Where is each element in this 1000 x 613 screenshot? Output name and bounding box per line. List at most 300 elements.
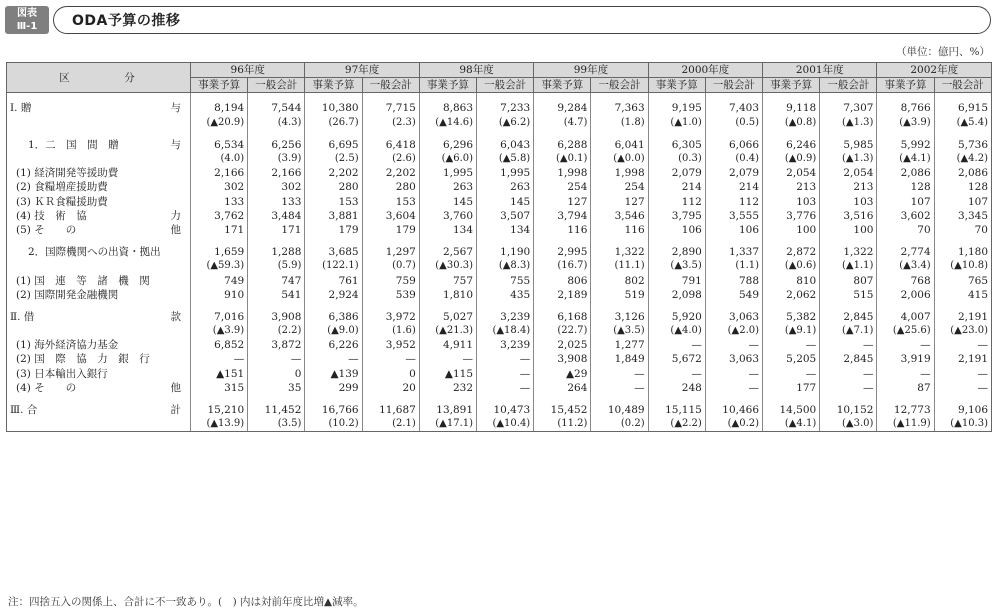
spacer-cell xyxy=(763,237,820,245)
spacer-cell xyxy=(820,93,877,102)
value-cell: — xyxy=(648,367,705,381)
table-row xyxy=(7,338,992,352)
spacer-cell xyxy=(934,130,991,138)
value-cell: 10,473 xyxy=(477,403,534,417)
spacer-cell xyxy=(877,93,934,102)
row-label xyxy=(7,310,191,324)
sub-header: 一般会計 xyxy=(248,78,305,93)
percent-cell: (1.6) xyxy=(362,324,419,338)
value-cell: 171 xyxy=(191,223,248,237)
value-cell: 3,908 xyxy=(248,310,305,324)
badge-line2: Ⅲ-1 xyxy=(16,21,38,32)
percent-cell: (16.7) xyxy=(534,259,591,273)
spacer-cell xyxy=(248,395,305,403)
percent-cell: (▲13.9) xyxy=(191,417,248,432)
table-row xyxy=(7,381,992,395)
value-cell: 7,307 xyxy=(820,101,877,115)
value-cell: — xyxy=(705,338,762,352)
value-cell: 179 xyxy=(305,223,362,237)
value-cell: 134 xyxy=(419,223,476,237)
title-box xyxy=(53,6,991,34)
value-cell: 2,202 xyxy=(362,166,419,180)
value-cell: 16,766 xyxy=(305,403,362,417)
value-cell: 8,766 xyxy=(877,101,934,115)
row-label-left: 2．国際機関への出資・拠出 xyxy=(28,246,161,259)
value-cell: 6,168 xyxy=(534,310,591,324)
value-cell: 145 xyxy=(477,195,534,209)
spacer-cell xyxy=(419,395,476,403)
value-cell: 1,337 xyxy=(705,245,762,259)
spacer-cell xyxy=(248,93,305,102)
percent-cell: (▲25.6) xyxy=(877,324,934,338)
value-cell: 302 xyxy=(248,180,305,194)
value-cell: 5,382 xyxy=(763,310,820,324)
row-label-left: Ⅲ. 合 xyxy=(10,404,38,417)
sub-header: 一般会計 xyxy=(591,78,648,93)
value-cell: 2,774 xyxy=(877,245,934,259)
percent-row xyxy=(7,324,992,338)
kubun-header: 区 分 xyxy=(7,63,191,93)
value-cell: 1,322 xyxy=(820,245,877,259)
value-cell: 7,403 xyxy=(705,101,762,115)
percent-cell: (▲23.0) xyxy=(934,324,991,338)
value-cell: 254 xyxy=(534,180,591,194)
percent-cell: (▲21.3) xyxy=(419,324,476,338)
spacer-cell xyxy=(705,395,762,403)
row-label-left: (4) そ の xyxy=(16,381,77,394)
value-cell: 2,189 xyxy=(534,288,591,302)
percent-cell: (▲9.1) xyxy=(763,324,820,338)
spacer-cell xyxy=(877,130,934,138)
spacer-cell xyxy=(477,130,534,138)
table-row xyxy=(7,101,992,115)
percent-cell: (3.9) xyxy=(248,152,305,166)
value-cell: 1,190 xyxy=(477,245,534,259)
value-cell: 4,911 xyxy=(419,338,476,352)
value-cell: 2,845 xyxy=(820,352,877,366)
row-label xyxy=(7,288,191,302)
spacer-cell xyxy=(934,237,991,245)
value-cell: 299 xyxy=(305,381,362,395)
header-bar xyxy=(5,6,991,34)
spacer-cell xyxy=(419,93,476,102)
sub-header: 一般会計 xyxy=(362,78,419,93)
percent-cell: (5.9) xyxy=(248,259,305,273)
percent-cell: (▲1.3) xyxy=(820,116,877,130)
value-cell: 214 xyxy=(705,180,762,194)
row-label-right: 他 xyxy=(170,223,181,236)
value-cell: 213 xyxy=(820,180,877,194)
value-cell: 103 xyxy=(763,195,820,209)
percent-cell: (▲0.6) xyxy=(763,259,820,273)
value-cell: 134 xyxy=(477,223,534,237)
percent-cell: (▲1.3) xyxy=(820,152,877,166)
value-cell: 177 xyxy=(763,381,820,395)
value-cell: 1,277 xyxy=(591,338,648,352)
percent-cell: (0.2) xyxy=(591,417,648,432)
spacer-cell xyxy=(591,130,648,138)
row-label xyxy=(7,138,191,152)
spacer-cell xyxy=(648,302,705,310)
value-cell: 1,288 xyxy=(248,245,305,259)
percent-cell: (4.3) xyxy=(248,116,305,130)
spacer-cell xyxy=(820,395,877,403)
percent-cell: (▲18.4) xyxy=(477,324,534,338)
value-cell: 12,773 xyxy=(877,403,934,417)
percent-cell: (22.7) xyxy=(534,324,591,338)
table-row xyxy=(7,166,992,180)
percent-cell: (▲11.9) xyxy=(877,417,934,432)
value-cell: — xyxy=(591,381,648,395)
sub-header: 事業予算 xyxy=(648,78,705,93)
value-cell: ▲139 xyxy=(305,367,362,381)
value-cell: 1,297 xyxy=(362,245,419,259)
value-cell: 3,952 xyxy=(362,338,419,352)
value-cell: — xyxy=(362,352,419,366)
spacer-cell xyxy=(191,302,248,310)
percent-row xyxy=(7,259,992,273)
value-cell: — xyxy=(820,381,877,395)
row-label-left: (3) ＫＲ食糧援助費 xyxy=(16,195,108,208)
percent-row xyxy=(7,152,992,166)
value-cell: — xyxy=(877,338,934,352)
percent-cell: (▲3.5) xyxy=(591,324,648,338)
year-header: 2002年度 xyxy=(877,63,992,78)
value-cell: 2,166 xyxy=(191,166,248,180)
spacer-row xyxy=(7,130,992,138)
value-cell: 1,998 xyxy=(534,166,591,180)
table-row xyxy=(7,310,992,324)
value-cell: 0 xyxy=(248,367,305,381)
spacer-cell xyxy=(648,130,705,138)
value-cell: 133 xyxy=(248,195,305,209)
percent-cell: (▲4.1) xyxy=(877,152,934,166)
value-cell: 3,919 xyxy=(877,352,934,366)
value-cell: 415 xyxy=(934,288,991,302)
value-cell: 539 xyxy=(362,288,419,302)
value-cell: — xyxy=(763,367,820,381)
spacer-row xyxy=(7,302,992,310)
percent-row xyxy=(7,116,992,130)
value-cell: 2,086 xyxy=(934,166,991,180)
value-cell: 214 xyxy=(648,180,705,194)
spacer-cell xyxy=(191,93,248,102)
value-cell: 1,995 xyxy=(419,166,476,180)
value-cell: 3,484 xyxy=(248,209,305,223)
spacer-cell xyxy=(820,237,877,245)
percent-cell: (▲3.9) xyxy=(877,116,934,130)
value-cell: 13,891 xyxy=(419,403,476,417)
table-body xyxy=(7,93,992,432)
percent-cell: (▲2.2) xyxy=(648,417,705,432)
percent-cell: (1.8) xyxy=(591,116,648,130)
value-cell: 213 xyxy=(763,180,820,194)
spacer-cell xyxy=(763,130,820,138)
percent-cell: (▲10.4) xyxy=(477,417,534,432)
spacer-cell xyxy=(763,302,820,310)
value-cell: 2,191 xyxy=(934,352,991,366)
row-label-left: (1) 経済開発等援助費 xyxy=(16,167,119,180)
value-cell: — xyxy=(419,352,476,366)
value-cell: 11,452 xyxy=(248,403,305,417)
value-cell: 3,760 xyxy=(419,209,476,223)
value-cell: 3,972 xyxy=(362,310,419,324)
value-cell: 3,345 xyxy=(934,209,991,223)
spacer-cell xyxy=(477,93,534,102)
sub-header: 一般会計 xyxy=(477,78,534,93)
value-cell: 761 xyxy=(305,273,362,287)
row-label xyxy=(7,324,191,338)
value-cell: 515 xyxy=(820,288,877,302)
value-cell: ▲151 xyxy=(191,367,248,381)
value-cell: 302 xyxy=(191,180,248,194)
value-cell: 2,995 xyxy=(534,245,591,259)
sub-header: 事業予算 xyxy=(763,78,820,93)
value-cell: 3,794 xyxy=(534,209,591,223)
value-cell: 280 xyxy=(362,180,419,194)
value-cell: 2,567 xyxy=(419,245,476,259)
spacer-cell xyxy=(877,237,934,245)
spacer-cell xyxy=(534,237,591,245)
value-cell: 10,489 xyxy=(591,403,648,417)
value-cell: — xyxy=(648,338,705,352)
value-cell: 35 xyxy=(248,381,305,395)
sub-header: 事業予算 xyxy=(419,78,476,93)
value-cell: — xyxy=(877,367,934,381)
value-cell: 3,239 xyxy=(477,310,534,324)
value-cell: 70 xyxy=(934,223,991,237)
percent-cell: (▲6.2) xyxy=(477,116,534,130)
value-cell: 9,195 xyxy=(648,101,705,115)
unit-note: （単位：億円、%） xyxy=(896,46,990,58)
value-cell: 6,305 xyxy=(648,138,705,152)
value-cell: 87 xyxy=(877,381,934,395)
spacer-cell xyxy=(419,237,476,245)
percent-cell: (3.5) xyxy=(248,417,305,432)
spacer-cell xyxy=(419,302,476,310)
spacer-cell xyxy=(591,93,648,102)
value-cell: 8,194 xyxy=(191,101,248,115)
value-cell: 768 xyxy=(877,273,934,287)
percent-cell: (▲20.9) xyxy=(191,116,248,130)
spacer-cell xyxy=(7,395,191,403)
value-cell: 11,687 xyxy=(362,403,419,417)
value-cell: 232 xyxy=(419,381,476,395)
value-cell: 6,386 xyxy=(305,310,362,324)
spacer-cell xyxy=(534,130,591,138)
spacer-cell xyxy=(534,395,591,403)
value-cell: 6,915 xyxy=(934,101,991,115)
figure-badge xyxy=(5,6,49,34)
spacer-cell xyxy=(934,302,991,310)
percent-cell: (▲5.4) xyxy=(934,116,991,130)
row-label xyxy=(7,403,191,417)
sub-header: 一般会計 xyxy=(705,78,762,93)
value-cell: 0 xyxy=(362,367,419,381)
page-title: ODA予算の推移 xyxy=(72,13,181,29)
value-cell: 749 xyxy=(191,273,248,287)
percent-cell: (▲3.9) xyxy=(191,324,248,338)
percent-cell: (▲59.3) xyxy=(191,259,248,273)
spacer-cell xyxy=(648,237,705,245)
percent-cell: (▲4.1) xyxy=(763,417,820,432)
percent-cell: (▲10.8) xyxy=(934,259,991,273)
spacer-cell xyxy=(191,237,248,245)
spacer-cell xyxy=(877,302,934,310)
row-label xyxy=(7,195,191,209)
spacer-cell xyxy=(648,395,705,403)
value-cell: 806 xyxy=(534,273,591,287)
year-header: 2001年度 xyxy=(763,63,877,78)
value-cell: 5,672 xyxy=(648,352,705,366)
spacer-cell xyxy=(591,302,648,310)
value-cell: 3,881 xyxy=(305,209,362,223)
value-cell: 1,995 xyxy=(477,166,534,180)
value-cell: 3,872 xyxy=(248,338,305,352)
row-label xyxy=(7,223,191,237)
value-cell: 3,516 xyxy=(820,209,877,223)
spacer-cell xyxy=(305,130,362,138)
spacer-cell xyxy=(705,93,762,102)
percent-cell: (▲6.0) xyxy=(419,152,476,166)
value-cell: 2,054 xyxy=(820,166,877,180)
percent-cell: (▲1.1) xyxy=(820,259,877,273)
sub-header: 事業予算 xyxy=(534,78,591,93)
spacer-cell xyxy=(362,302,419,310)
row-label-left: 1．二 国 間 贈 xyxy=(28,138,119,151)
value-cell: 280 xyxy=(305,180,362,194)
value-cell: 5,992 xyxy=(877,138,934,152)
percent-cell: (▲2.0) xyxy=(705,324,762,338)
row-label-left: (1) 海外経済協力基金 xyxy=(16,339,119,352)
percent-cell: (▲0.8) xyxy=(763,116,820,130)
year-header: 99年度 xyxy=(534,63,648,78)
row-label xyxy=(7,417,191,432)
row-label xyxy=(7,116,191,130)
spacer-cell xyxy=(248,130,305,138)
value-cell: 153 xyxy=(305,195,362,209)
value-cell: 112 xyxy=(648,195,705,209)
value-cell: 100 xyxy=(763,223,820,237)
value-cell: 116 xyxy=(534,223,591,237)
value-cell: 6,695 xyxy=(305,138,362,152)
value-cell: 112 xyxy=(705,195,762,209)
value-cell: 263 xyxy=(477,180,534,194)
row-label-left: (5) そ の xyxy=(16,223,77,236)
row-label-left: (1) 国 連 等 諸 機 関 xyxy=(16,274,150,287)
percent-cell: (▲9.0) xyxy=(305,324,362,338)
value-cell: 6,418 xyxy=(362,138,419,152)
value-cell: 116 xyxy=(591,223,648,237)
value-cell: ▲115 xyxy=(419,367,476,381)
value-cell: — xyxy=(477,352,534,366)
value-cell: 747 xyxy=(248,273,305,287)
value-cell: 6,296 xyxy=(419,138,476,152)
value-cell: 549 xyxy=(705,288,762,302)
value-cell: 7,233 xyxy=(477,101,534,115)
spacer-cell xyxy=(934,93,991,102)
table-row xyxy=(7,245,992,259)
percent-cell: (▲5.8) xyxy=(477,152,534,166)
percent-cell: (26.7) xyxy=(305,116,362,130)
spacer-cell xyxy=(763,395,820,403)
value-cell: 1,659 xyxy=(191,245,248,259)
value-cell: 20 xyxy=(362,381,419,395)
value-cell: 315 xyxy=(191,381,248,395)
spacer-cell xyxy=(362,130,419,138)
value-cell: 2,166 xyxy=(248,166,305,180)
year-header: 2000年度 xyxy=(648,63,762,78)
value-cell: 153 xyxy=(362,195,419,209)
spacer-cell xyxy=(763,93,820,102)
value-cell: ▲29 xyxy=(534,367,591,381)
percent-cell: (▲3.4) xyxy=(877,259,934,273)
value-cell: 9,284 xyxy=(534,101,591,115)
value-cell: 9,106 xyxy=(934,403,991,417)
spacer-cell xyxy=(648,93,705,102)
row-label-right: 款 xyxy=(170,310,181,323)
value-cell: — xyxy=(820,338,877,352)
percent-cell: (2.6) xyxy=(362,152,419,166)
table-row xyxy=(7,403,992,417)
percent-cell: (▲3.0) xyxy=(820,417,877,432)
value-cell: 171 xyxy=(248,223,305,237)
value-cell: — xyxy=(477,381,534,395)
value-cell: 263 xyxy=(419,180,476,194)
value-cell: 2,924 xyxy=(305,288,362,302)
value-cell: 3,239 xyxy=(477,338,534,352)
value-cell: 6,041 xyxy=(591,138,648,152)
spacer-cell xyxy=(305,395,362,403)
year-header-row xyxy=(7,63,992,78)
sub-header: 事業予算 xyxy=(191,78,248,93)
spacer-cell xyxy=(305,237,362,245)
spacer-cell xyxy=(705,237,762,245)
value-cell: 5,920 xyxy=(648,310,705,324)
row-label xyxy=(7,101,191,115)
value-cell: 1,849 xyxy=(591,352,648,366)
value-cell: 2,872 xyxy=(763,245,820,259)
year-header: 96年度 xyxy=(191,63,305,78)
percent-cell: (▲3.5) xyxy=(648,259,705,273)
spacer-cell xyxy=(191,395,248,403)
spacer-row xyxy=(7,93,992,102)
value-cell: 802 xyxy=(591,273,648,287)
value-cell: 757 xyxy=(419,273,476,287)
value-cell: — xyxy=(477,367,534,381)
value-cell: 755 xyxy=(477,273,534,287)
spacer-cell xyxy=(820,302,877,310)
value-cell: 3,507 xyxy=(477,209,534,223)
value-cell: 127 xyxy=(591,195,648,209)
spacer-cell xyxy=(477,395,534,403)
value-cell: 264 xyxy=(534,381,591,395)
value-cell: 127 xyxy=(534,195,591,209)
table-row xyxy=(7,195,992,209)
value-cell: 4,007 xyxy=(877,310,934,324)
row-label xyxy=(7,352,191,366)
table-row xyxy=(7,288,992,302)
value-cell: 2,079 xyxy=(648,166,705,180)
percent-cell: (4.0) xyxy=(191,152,248,166)
row-label xyxy=(7,152,191,166)
spacer-cell xyxy=(705,302,762,310)
percent-cell: (0.3) xyxy=(648,152,705,166)
value-cell: 2,086 xyxy=(877,166,934,180)
percent-cell: (0.5) xyxy=(705,116,762,130)
spacer-cell xyxy=(820,130,877,138)
spacer-cell xyxy=(362,237,419,245)
